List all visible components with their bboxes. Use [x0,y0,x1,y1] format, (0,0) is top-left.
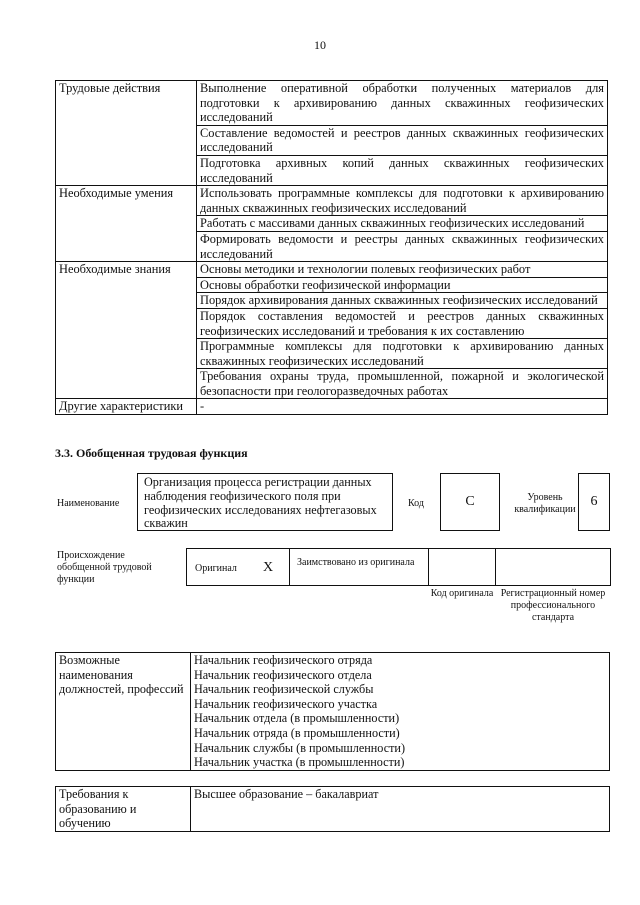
borrowed-cell [289,548,429,586]
row-item: Основы обработки геофизической информации [197,277,608,293]
position-item: Начальник геофизического отдела [194,667,372,682]
education-value: Высшее образование – бакалавриат [191,787,610,832]
row-item: Порядок архивирования данных скважинных геофизических исследований [197,293,608,309]
row-item: - [197,399,608,415]
original-cell [186,548,290,586]
level-label: Уровень квалификации [514,492,576,515]
position-item: Начальник геофизической службы [194,682,374,697]
function-name-box [137,473,393,531]
function-name-value: Организация процесса регистрации данных наблюдения геофизического поля при геофизических исследованиях нефтегазовых скважин [144,475,377,531]
positions-label: Возможные наименования должностей, профессий [56,653,191,771]
position-item: Начальник геофизического отряда [194,653,373,667]
row-item: Подготовка архивных копий данных скважинных геофизических исследований [197,155,608,185]
row-label: Трудовые действия [56,81,197,186]
row-item: Программные комплексы для подготовки к архивированию данных скважинных геофизических исследований [197,339,608,369]
name-label: Наименование [57,498,120,509]
positions-table [55,652,610,771]
row-item: Формировать ведомости и реестры данных скважинных геофизических исследований [197,231,608,261]
code-orig-cell [428,548,496,586]
education-label: Требования к образованию и обучению [56,787,191,832]
labor-functions-table [55,80,608,415]
row-item: Работать с массивами данных скважинных геофизических исследований [197,216,608,232]
origin-label: Происхождение обобщенной трудовой функции [57,550,152,585]
row-item: Составление ведомостей и реестров данных скважинных геофизических исследований [197,125,608,155]
code-label: Код [408,498,424,509]
borrowed-label: Заимствовано из оригинала [297,557,415,568]
row-item: Требования охраны труда, промышленной, пожарной и экологической безопасности при геологоразведочных работах [197,369,608,399]
code-orig-caption: Код оригинала [430,588,494,599]
original-label: Оригинал [195,563,237,574]
row-label: Необходимые знания [56,262,197,399]
code-value: C [440,473,500,531]
row-label: Необходимые умения [56,186,197,262]
row-item: Использовать программные комплексы для подготовки к архивированию данных скважинных геофизических исследований [197,186,608,216]
reg-number-cell [495,548,611,586]
row-item: Основы методики и технологии полевых геофизических работ [197,262,608,278]
position-item: Начальник службы (в промышленности) [194,740,406,755]
section-title: 3.3. Обобщенная трудовая функция [55,446,248,460]
position-item: Начальник отряда (в промышленности) [194,725,400,740]
original-mark: X [263,560,274,575]
level-value: 6 [578,473,610,531]
reg-number-caption: Регистрационный номер профессионального стандарта [500,588,606,623]
position-item: Начальник геофизического участка [194,696,378,711]
row-item: Порядок составления ведомостей и реестров данных скважинных геофизических исследований и требования к их составлению [197,308,608,338]
page-number: 10 [314,38,326,52]
row-item: Выполнение оперативной обработки полученных материалов для подготовки к архивированию данных скважинных геофизических исследований [197,81,608,126]
position-item: Начальник отдела (в промышленности) [194,711,400,726]
education-table [55,786,610,832]
positions-list [191,653,610,771]
position-item: Начальник участка (в промышленности) [194,755,405,770]
row-label: Другие характеристики [56,399,197,415]
